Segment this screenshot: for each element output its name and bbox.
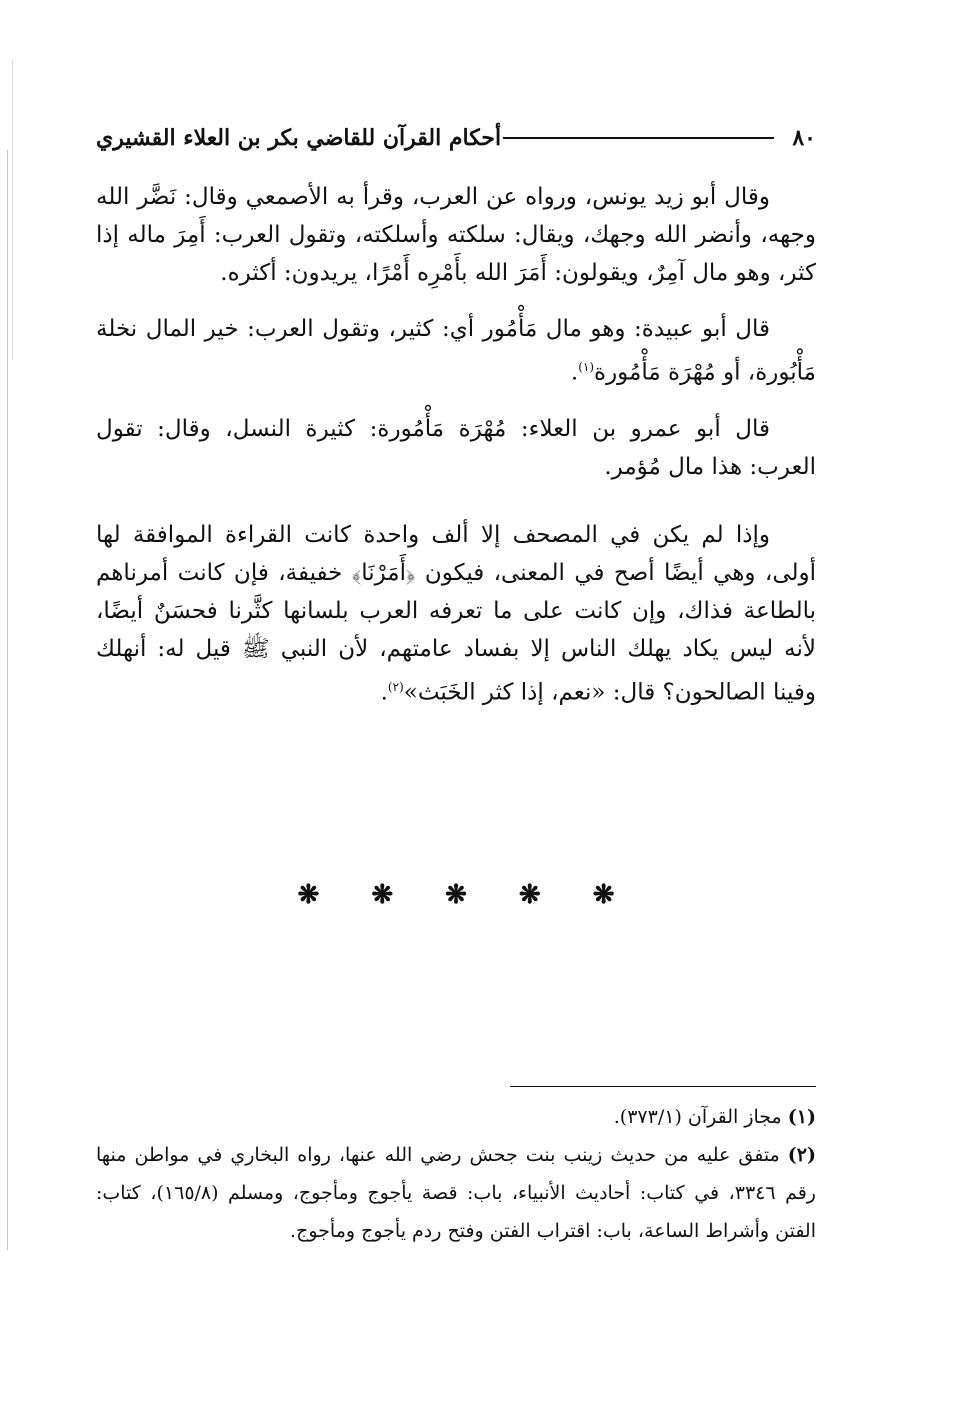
footnote-item	[96, 1136, 816, 1250]
footnote-text: متفق عليه من حديث زينب بنت جحش رضي الله عنها، رواه البخاري في مواطن منها رقم ٣٣٤٦، في كتاب: أحاديث الأنبياء، باب: قصة يأجوج ومأجوج، ومسلم (١٦٥/٨)، كتاب: الفتن وأشراط الساعة، باب: اقتراب الفتن وفتح ردم يأجوج ومأجوج.	[96, 1144, 816, 1242]
section-separator	[96, 880, 816, 910]
footnote-mark: (١)	[787, 1106, 816, 1128]
main-text	[96, 178, 816, 729]
footnote-mark: (٢)	[787, 1144, 816, 1166]
paragraph	[96, 310, 816, 392]
page-number: ٨٠	[792, 125, 816, 151]
page-header	[96, 118, 816, 158]
star-ornament-icon: ❋	[518, 880, 541, 910]
paragraph-end: .	[380, 679, 388, 706]
footnote-ref: (١)	[578, 360, 595, 374]
footnote-ref: (٢)	[387, 679, 404, 694]
running-title: أحكام القرآن للقاضي بكر بن العلاء القشيري	[96, 125, 502, 151]
paragraph	[96, 516, 816, 712]
header-rule	[503, 137, 774, 139]
star-ornament-icon: ❋	[371, 880, 394, 910]
footnote-rule	[510, 1086, 816, 1087]
star-ornament-icon: ❋	[297, 880, 320, 910]
star-ornament-icon: ❋	[592, 880, 615, 910]
star-ornament-icon: ❋	[445, 880, 467, 910]
paragraph: وقال أبو زيد يونس، ورواه عن العرب، وقرأ به الأصمعي وقال: نَضَّر الله وجهه، وأنضر الله وجهك، ويقال: سلكته وأسلكته، وتقول العرب: أَمِرَ ماله إذا كثر، وهو مال آمِرٌ، ويقولون: أَمَرَ الله بأَمْرِه أَمْرًا، يريدون: أكثره.	[96, 184, 816, 286]
paragraph: قال أبو عمرو بن العلاء: مُهْرَة مَأْمُورة: كثيرة النسل، وقال: تقول العرب: هذا مال مُؤمر.	[96, 415, 816, 480]
paragraph-text: قال أبو عبيدة: وهو مال مَأْمُور أي: كثير، وتقول العرب: خير المال نخلة مَأْبُورة، أو مُهْرَة مَأْمُورة	[96, 316, 816, 386]
paragraph-end: .	[570, 359, 579, 386]
footnotes	[96, 1098, 816, 1250]
scan-edge-line	[12, 60, 13, 360]
footnote-text: مجاز القرآن (٣٧٣/١).	[613, 1106, 782, 1128]
footnote-item	[96, 1098, 816, 1136]
paragraph-text: وإذا لم يكن في المصحف إلا ألف واحدة كانت القراءة الموافقة لها أولى، وهي أيضًا أصح في المعنى، فيكون ﴿أَمَرْنَا﴾ خفيفة، فإن كانت أمرناهم بالطاعة فذاك، وإن كانت على ما تعرفه العرب بلسانها كثَّرنا فحسَنٌ أيضًا، لأنه ليس يكاد يهلك الناس إلا بفساد عامتهم، لأن النبي ﷺ قيل له: أنهلك وفينا الصالحون؟ قال: «نعم، إذا كثر الخَبَث»	[96, 521, 816, 706]
scan-edge-line	[7, 150, 8, 1250]
